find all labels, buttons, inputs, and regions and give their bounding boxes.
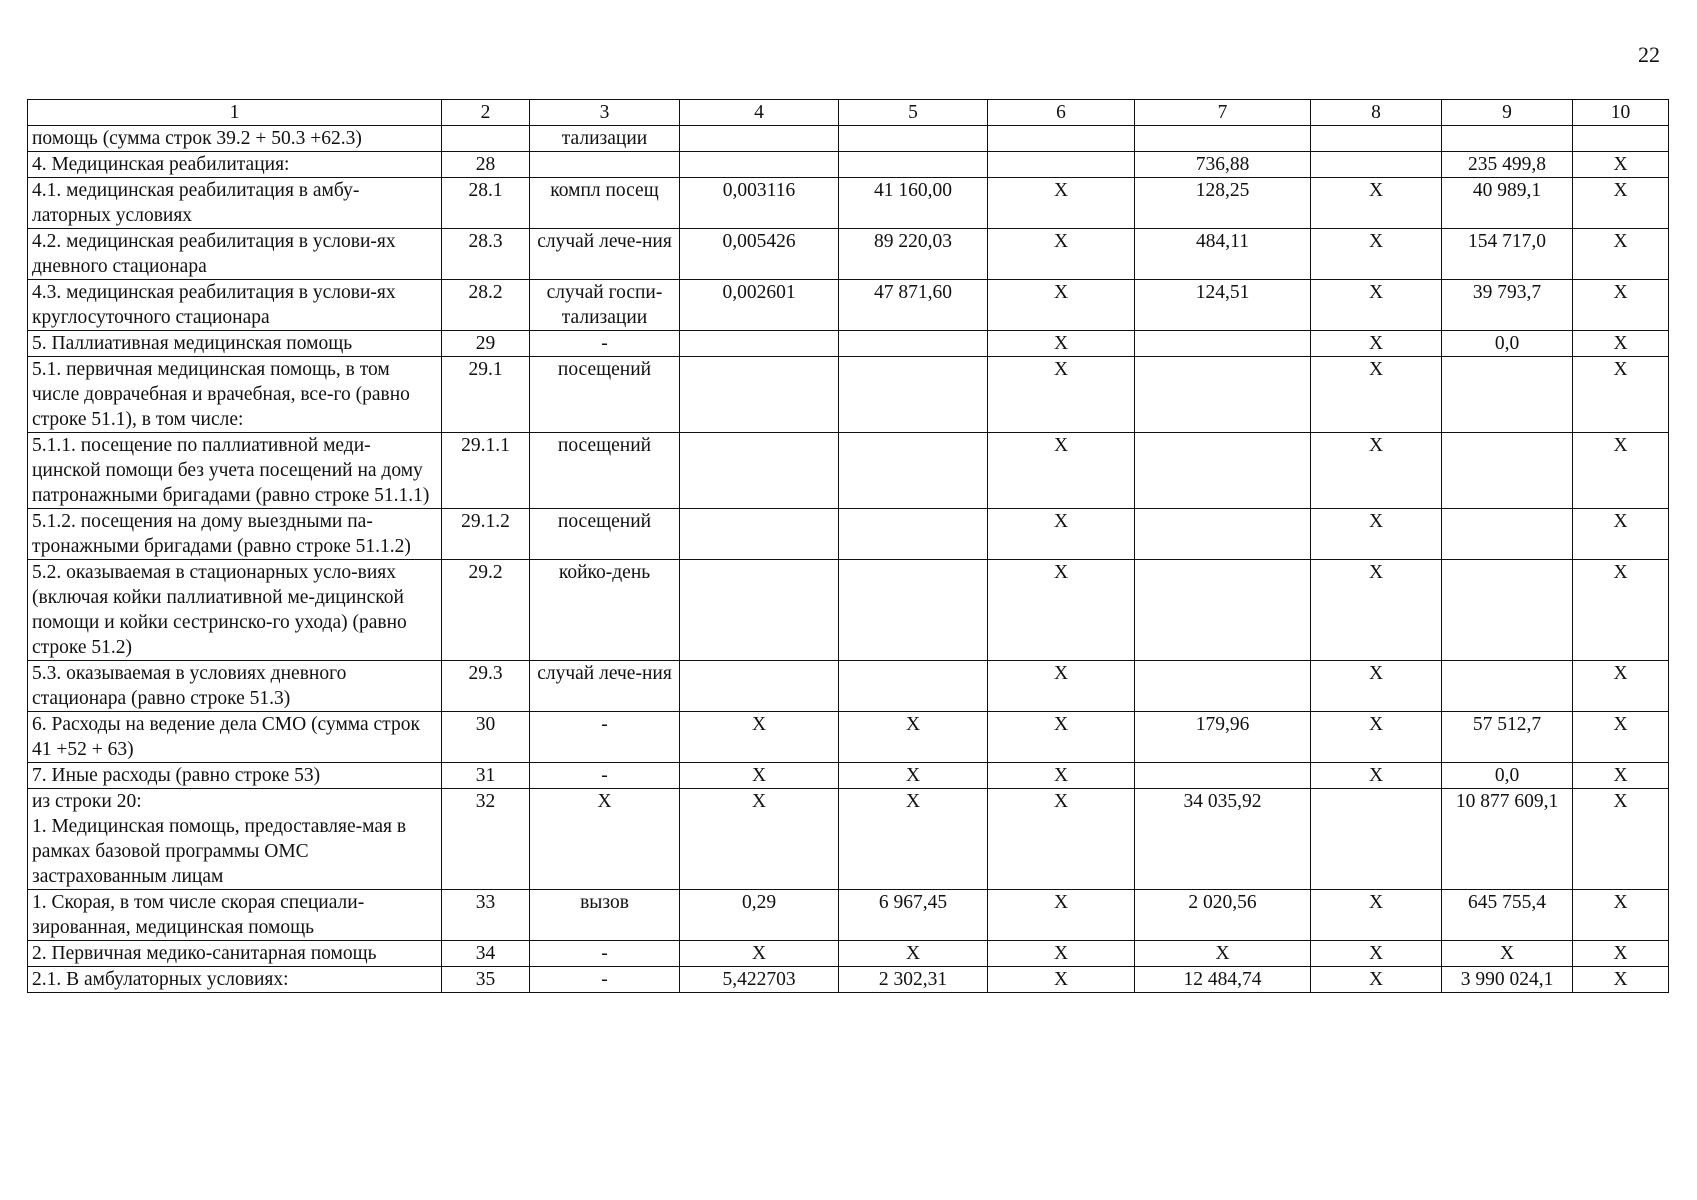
header-row bbox=[28, 100, 1669, 126]
header-cell: 6 bbox=[988, 100, 1135, 126]
cell-total: 235 499,8 bbox=[1442, 152, 1573, 178]
cell-col-8: Х bbox=[1311, 890, 1442, 941]
cell-row-code: 29.1 bbox=[442, 357, 530, 433]
cell-col-8: Х bbox=[1311, 331, 1442, 357]
cell-per-capita bbox=[1135, 560, 1311, 661]
cell-row-name: 7. Иные расходы (равно строке 53) bbox=[28, 763, 442, 789]
table-row bbox=[28, 126, 1669, 152]
cell-total: 645 755,4 bbox=[1442, 890, 1573, 941]
header-cell: 9 bbox=[1442, 100, 1573, 126]
cell-col-8: Х bbox=[1311, 712, 1442, 763]
cell-rate bbox=[680, 560, 839, 661]
cell-unit: посещений bbox=[530, 357, 680, 433]
table-row bbox=[28, 967, 1669, 993]
cell-col-10: Х bbox=[1573, 661, 1669, 712]
cell-col-8: Х bbox=[1311, 229, 1442, 280]
cell-per-capita: 484,11 bbox=[1135, 229, 1311, 280]
cell-unit: тализации bbox=[530, 126, 680, 152]
cell-per-capita bbox=[1135, 509, 1311, 560]
cell-per-capita bbox=[1135, 433, 1311, 509]
cell-per-capita: Х bbox=[1135, 941, 1311, 967]
cell-rate bbox=[680, 152, 839, 178]
cell-col-6 bbox=[988, 152, 1135, 178]
cell-total bbox=[1442, 126, 1573, 152]
cell-per-capita: 179,96 bbox=[1135, 712, 1311, 763]
cell-row-code bbox=[442, 126, 530, 152]
cell-cost bbox=[839, 661, 988, 712]
cell-rate: 0,002601 bbox=[680, 280, 839, 331]
cell-row-name: 4.2. медицинская реабилитация в услови-ях дневного стационара bbox=[28, 229, 442, 280]
cell-col-6 bbox=[988, 126, 1135, 152]
cell-row-name: 2. Первичная медико-санитарная помощь bbox=[28, 941, 442, 967]
cell-total: 39 793,7 bbox=[1442, 280, 1573, 331]
cell-col-10: Х bbox=[1573, 280, 1669, 331]
cell-col-10: Х bbox=[1573, 763, 1669, 789]
cell-col-8: Х bbox=[1311, 178, 1442, 229]
cell-cost: 2 302,31 bbox=[839, 967, 988, 993]
cell-row-code: 31 bbox=[442, 763, 530, 789]
cell-col-10: Х bbox=[1573, 967, 1669, 993]
cell-col-8: Х bbox=[1311, 280, 1442, 331]
cell-col-10: Х bbox=[1573, 433, 1669, 509]
cell-col-6: Х bbox=[988, 712, 1135, 763]
cell-row-name: 5. Паллиативная медицинская помощь bbox=[28, 331, 442, 357]
cell-total bbox=[1442, 560, 1573, 661]
cell-unit: посещений bbox=[530, 433, 680, 509]
cell-cost: 47 871,60 bbox=[839, 280, 988, 331]
cell-cost bbox=[839, 560, 988, 661]
table-row bbox=[28, 763, 1669, 789]
cell-col-10: Х bbox=[1573, 229, 1669, 280]
cell-rate bbox=[680, 331, 839, 357]
cell-row-code: 28.3 bbox=[442, 229, 530, 280]
header-cell: 8 bbox=[1311, 100, 1442, 126]
cell-per-capita: 34 035,92 bbox=[1135, 789, 1311, 890]
cell-col-6: Х bbox=[988, 433, 1135, 509]
cell-unit: - bbox=[530, 941, 680, 967]
cell-rate: Х bbox=[680, 941, 839, 967]
cell-rate: Х bbox=[680, 712, 839, 763]
cell-total bbox=[1442, 661, 1573, 712]
cell-unit: Х bbox=[530, 789, 680, 890]
cell-row-name: 1. Скорая, в том числе скорая специали-зированная, медицинская помощь bbox=[28, 890, 442, 941]
cell-row-code: 30 bbox=[442, 712, 530, 763]
cell-unit: случай лече-ния bbox=[530, 661, 680, 712]
table-row bbox=[28, 229, 1669, 280]
header-cell: 7 bbox=[1135, 100, 1311, 126]
cell-col-6: Х bbox=[988, 509, 1135, 560]
cell-row-code: 35 bbox=[442, 967, 530, 993]
cell-cost: Х bbox=[839, 763, 988, 789]
cell-row-name: 5.2. оказываемая в стационарных усло-виях (включая койки паллиативной ме-дицинской помощи и койки сестринско-го ухода) (равно строке 51.2) bbox=[28, 560, 442, 661]
cell-row-code: 28 bbox=[442, 152, 530, 178]
cell-total bbox=[1442, 509, 1573, 560]
cell-cost: 41 160,00 bbox=[839, 178, 988, 229]
cell-col-8: Х bbox=[1311, 967, 1442, 993]
cell-row-name: 5.3. оказываемая в условиях дневного стационара (равно строке 51.3) bbox=[28, 661, 442, 712]
cell-per-capita: 736,88 bbox=[1135, 152, 1311, 178]
header-cell: 2 bbox=[442, 100, 530, 126]
cell-col-8: Х bbox=[1311, 357, 1442, 433]
cell-unit: - bbox=[530, 331, 680, 357]
cell-row-name: 5.1. первичная медицинская помощь, в том числе доврачебная и врачебная, все-го (равно строке 51.1), в том числе: bbox=[28, 357, 442, 433]
cell-col-10: Х bbox=[1573, 152, 1669, 178]
cell-cost bbox=[839, 357, 988, 433]
cell-row-name: из строки 20: 1. Медицинская помощь, предоставляе-мая в рамках базовой программы ОМС застрахованным лицам bbox=[28, 789, 442, 890]
cell-col-10: Х bbox=[1573, 890, 1669, 941]
cell-unit: случай госпи-тализации bbox=[530, 280, 680, 331]
table-row bbox=[28, 433, 1669, 509]
cell-unit: посещений bbox=[530, 509, 680, 560]
table-row bbox=[28, 357, 1669, 433]
cell-cost bbox=[839, 433, 988, 509]
cell-col-8: Х bbox=[1311, 763, 1442, 789]
cell-cost: Х bbox=[839, 712, 988, 763]
cell-rate bbox=[680, 509, 839, 560]
cell-total: 10 877 609,1 bbox=[1442, 789, 1573, 890]
cell-cost bbox=[839, 152, 988, 178]
cell-col-10: Х bbox=[1573, 178, 1669, 229]
cell-col-10: Х bbox=[1573, 357, 1669, 433]
cell-total: 154 717,0 bbox=[1442, 229, 1573, 280]
cell-col-6: Х bbox=[988, 229, 1135, 280]
cell-unit: - bbox=[530, 967, 680, 993]
cell-unit: случай лече-ния bbox=[530, 229, 680, 280]
cell-row-code: 29 bbox=[442, 331, 530, 357]
cell-row-code: 33 bbox=[442, 890, 530, 941]
header-cell: 3 bbox=[530, 100, 680, 126]
cell-col-6: Х bbox=[988, 661, 1135, 712]
table-row bbox=[28, 560, 1669, 661]
cell-row-code: 29.2 bbox=[442, 560, 530, 661]
cell-col-8: Х bbox=[1311, 560, 1442, 661]
cell-cost bbox=[839, 331, 988, 357]
cell-cost: 6 967,45 bbox=[839, 890, 988, 941]
cell-rate: 0,003116 bbox=[680, 178, 839, 229]
table-row bbox=[28, 331, 1669, 357]
cell-rate bbox=[680, 357, 839, 433]
page-number: 22 bbox=[1638, 42, 1660, 67]
cell-col-10: Х bbox=[1573, 941, 1669, 967]
cell-col-6: Х bbox=[988, 941, 1135, 967]
cell-rate bbox=[680, 433, 839, 509]
cell-col-6: Х bbox=[988, 789, 1135, 890]
cell-row-code: 29.1.1 bbox=[442, 433, 530, 509]
data-table bbox=[27, 99, 1669, 993]
cell-col-10: Х bbox=[1573, 560, 1669, 661]
cell-per-capita bbox=[1135, 331, 1311, 357]
table-row bbox=[28, 941, 1669, 967]
cell-unit: койко-день bbox=[530, 560, 680, 661]
cell-row-name: помощь (сумма строк 39.2 + 50.3 +62.3) bbox=[28, 126, 442, 152]
cell-row-name: 4.1. медицинская реабилитация в амбу-латорных условиях bbox=[28, 178, 442, 229]
cell-col-6: Х bbox=[988, 560, 1135, 661]
cell-per-capita bbox=[1135, 126, 1311, 152]
cell-col-8: Х bbox=[1311, 509, 1442, 560]
cell-cost: Х bbox=[839, 789, 988, 890]
table-row bbox=[28, 712, 1669, 763]
cell-unit bbox=[530, 152, 680, 178]
cell-row-code: 28.2 bbox=[442, 280, 530, 331]
cell-row-name: 4. Медицинская реабилитация: bbox=[28, 152, 442, 178]
cell-row-name: 5.1.1. посещение по паллиативной меди-цинской помощи без учета посещений на дому патронажными бригадами (равно строке 51.1.1) bbox=[28, 433, 442, 509]
cell-col-8: Х bbox=[1311, 941, 1442, 967]
cell-row-code: 29.3 bbox=[442, 661, 530, 712]
cell-col-8: Х bbox=[1311, 433, 1442, 509]
cell-per-capita: 124,51 bbox=[1135, 280, 1311, 331]
cell-row-code: 32 bbox=[442, 789, 530, 890]
header-cell: 5 bbox=[839, 100, 988, 126]
header-cell: 10 bbox=[1573, 100, 1669, 126]
cell-total: 40 989,1 bbox=[1442, 178, 1573, 229]
cell-col-8: Х bbox=[1311, 661, 1442, 712]
cell-col-8 bbox=[1311, 152, 1442, 178]
cell-rate: 0,005426 bbox=[680, 229, 839, 280]
cell-col-10: Х bbox=[1573, 509, 1669, 560]
cell-per-capita: 128,25 bbox=[1135, 178, 1311, 229]
cell-col-8 bbox=[1311, 789, 1442, 890]
cell-total: 3 990 024,1 bbox=[1442, 967, 1573, 993]
cell-total: 57 512,7 bbox=[1442, 712, 1573, 763]
table-row bbox=[28, 661, 1669, 712]
cell-col-10: Х bbox=[1573, 331, 1669, 357]
cell-per-capita bbox=[1135, 763, 1311, 789]
table-row bbox=[28, 178, 1669, 229]
table-row bbox=[28, 152, 1669, 178]
table-row bbox=[28, 280, 1669, 331]
cell-col-8 bbox=[1311, 126, 1442, 152]
cell-col-6: Х bbox=[988, 178, 1135, 229]
cell-row-name: 4.3. медицинская реабилитация в услови-ях круглосуточного стационара bbox=[28, 280, 442, 331]
cell-col-6: Х bbox=[988, 331, 1135, 357]
cell-row-code: 29.1.2 bbox=[442, 509, 530, 560]
cell-rate: 5,422703 bbox=[680, 967, 839, 993]
cell-per-capita bbox=[1135, 661, 1311, 712]
cell-row-name: 2.1. В амбулаторных условиях: bbox=[28, 967, 442, 993]
cell-unit: - bbox=[530, 712, 680, 763]
table-row bbox=[28, 890, 1669, 941]
cell-rate bbox=[680, 661, 839, 712]
table-row bbox=[28, 509, 1669, 560]
cell-rate: Х bbox=[680, 789, 839, 890]
cell-unit: - bbox=[530, 763, 680, 789]
header-cell: 4 bbox=[680, 100, 839, 126]
cell-cost bbox=[839, 509, 988, 560]
cell-total: 0,0 bbox=[1442, 331, 1573, 357]
cell-row-code: 28.1 bbox=[442, 178, 530, 229]
cell-cost: Х bbox=[839, 941, 988, 967]
cell-cost bbox=[839, 126, 988, 152]
cell-total bbox=[1442, 357, 1573, 433]
cell-cost: 89 220,03 bbox=[839, 229, 988, 280]
cell-total: 0,0 bbox=[1442, 763, 1573, 789]
cell-row-name: 5.1.2. посещения на дому выездными па-тронажными бригадами (равно строке 51.1.2) bbox=[28, 509, 442, 560]
cell-rate bbox=[680, 126, 839, 152]
cell-total bbox=[1442, 433, 1573, 509]
cell-col-6: Х bbox=[988, 763, 1135, 789]
table-row bbox=[28, 789, 1669, 890]
cell-col-10: Х bbox=[1573, 789, 1669, 890]
cell-rate: Х bbox=[680, 763, 839, 789]
cell-unit: компл посещ bbox=[530, 178, 680, 229]
header-cell: 1 bbox=[28, 100, 442, 126]
cell-col-6: Х bbox=[988, 890, 1135, 941]
cell-per-capita: 2 020,56 bbox=[1135, 890, 1311, 941]
cell-per-capita bbox=[1135, 357, 1311, 433]
cell-unit: вызов bbox=[530, 890, 680, 941]
cell-per-capita: 12 484,74 bbox=[1135, 967, 1311, 993]
cell-col-10 bbox=[1573, 126, 1669, 152]
cell-col-10: Х bbox=[1573, 712, 1669, 763]
cell-row-code: 34 bbox=[442, 941, 530, 967]
cell-col-6: Х bbox=[988, 280, 1135, 331]
cell-total: Х bbox=[1442, 941, 1573, 967]
cell-row-name: 6. Расходы на ведение дела СМО (сумма строк 41 +52 + 63) bbox=[28, 712, 442, 763]
cell-col-6: Х bbox=[988, 357, 1135, 433]
cell-rate: 0,29 bbox=[680, 890, 839, 941]
cell-col-6: Х bbox=[988, 967, 1135, 993]
